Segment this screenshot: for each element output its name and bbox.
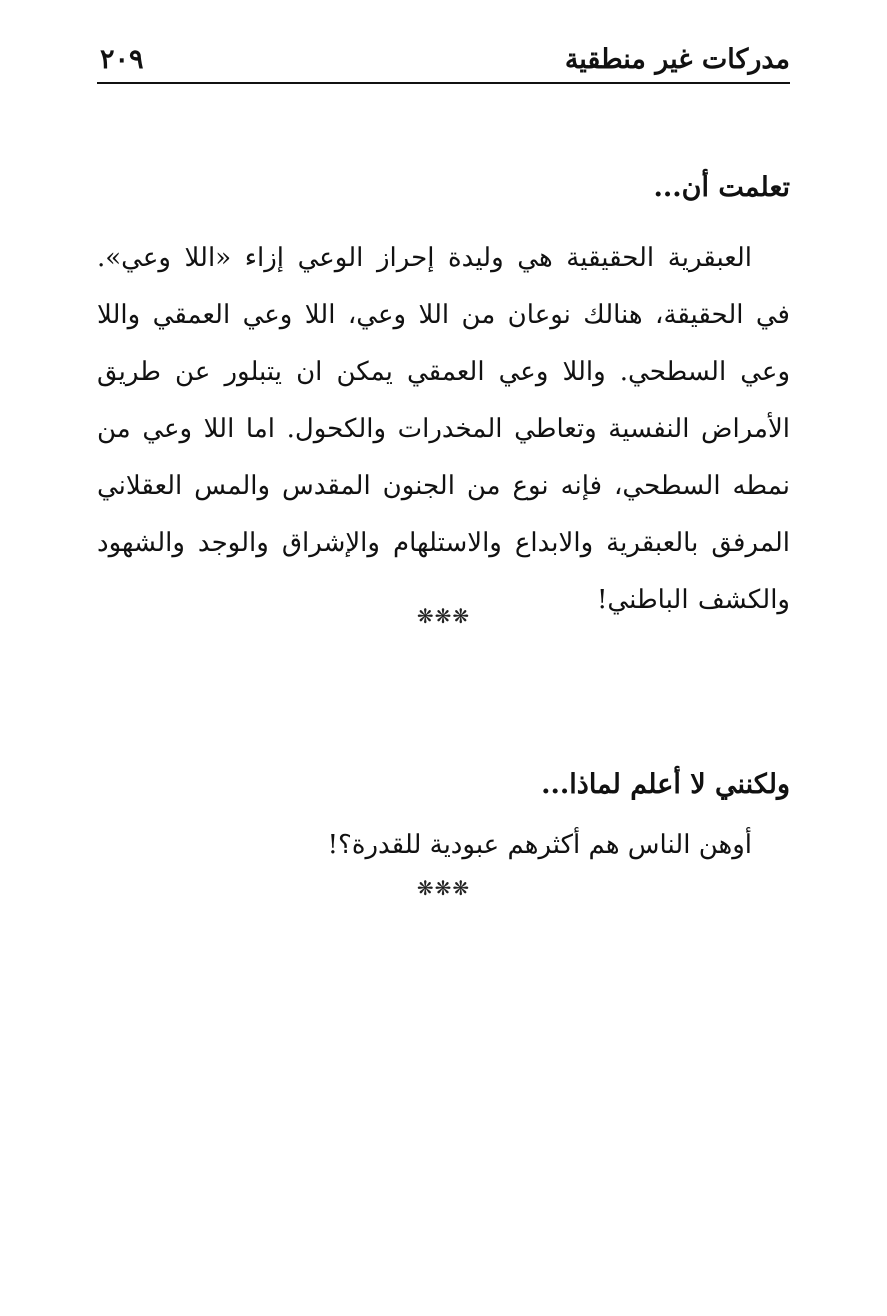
section-learned (97, 168, 790, 629)
section-heading: تعلمت أن... (653, 172, 790, 203)
section-paragraph: أوهن الناس هم أكثرهم عبودية للقدرة؟! (327, 830, 752, 860)
section-separator: ❋❋❋ (416, 876, 471, 900)
header-rule (97, 82, 790, 84)
section-paragraph: العبقرية الحقيقية هي وليدة إحراز الوعي إزاء «اللا وعي». في الحقيقة، هنالك نوعان من اللا وعي، اللا وعي العمقي واللا وعي السطحي. واللا وعي العمقي يمكن ان يتبلور عن طريق الأمراض النفسية وتعاطي المخدرات والكحول. اما اللا وعي من نمطه السطحي، فإنه نوع من الجنون المقدس والمس العقلاني المرفق بالعبقرية والابداع والاستلهام والإشراق والوجد والشهود والكشف الباطني! (97, 243, 790, 615)
section-separator: ❋❋❋ (416, 604, 471, 628)
running-header (100, 40, 790, 84)
section-heading: ولكنني لا أعلم لماذا... (541, 769, 790, 800)
page-number: ٢٠٩ (100, 44, 144, 75)
section-dont-know (97, 765, 790, 874)
running-title: مدركات غير منطقية (564, 44, 790, 75)
